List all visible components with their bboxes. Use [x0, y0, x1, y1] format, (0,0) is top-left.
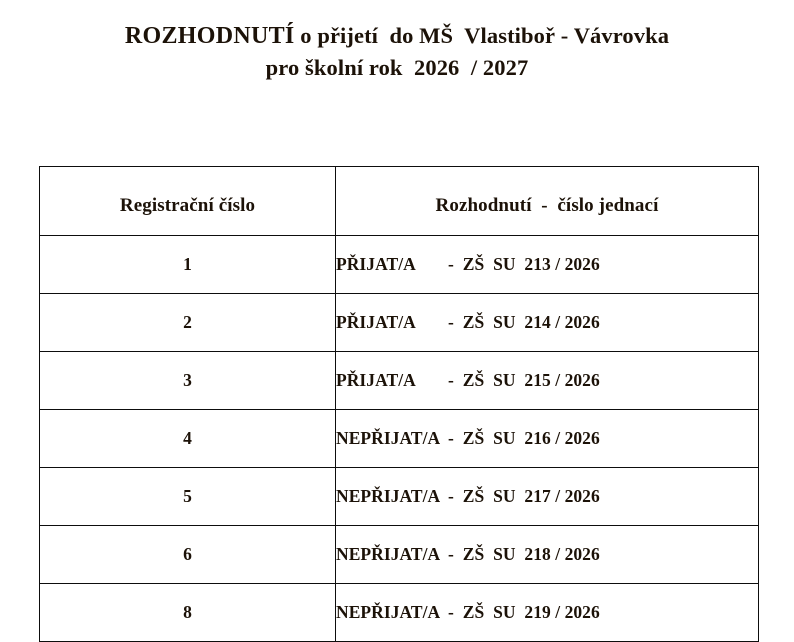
cell-decision	[336, 410, 759, 468]
cell-registration-number: 3	[40, 352, 336, 410]
cell-decision	[336, 584, 759, 642]
cell-decision	[336, 236, 759, 294]
page-title-line-1	[0, 22, 794, 51]
cell-decision	[336, 352, 759, 410]
decision-reference-number: - ZŠ SU 216 / 2026	[448, 428, 600, 448]
cell-decision	[336, 468, 759, 526]
table-row	[40, 468, 759, 526]
page-title-line-2: pro školní rok 2026 / 2027	[265, 55, 529, 81]
decision-verdict: PŘIJAT/A	[336, 370, 416, 390]
cell-decision	[336, 294, 759, 352]
page-title-subject: o přijetí do MŠ Vlastiboř - Vávrovka	[294, 23, 670, 48]
cell-registration-number: 6	[40, 526, 336, 584]
decision-reference-number: - ZŠ SU 213 / 2026	[448, 254, 600, 274]
table-header	[40, 167, 759, 236]
decision-reference-number: - ZŠ SU 215 / 2026	[448, 370, 600, 390]
column-header-registration: Registrační číslo	[40, 167, 336, 236]
table-row	[40, 584, 759, 642]
cell-decision	[336, 526, 759, 584]
cell-registration-number: 5	[40, 468, 336, 526]
table-row	[40, 526, 759, 584]
decision-verdict: PŘIJAT/A	[336, 312, 416, 332]
document-title-block	[0, 22, 794, 82]
decision-reference-number: - ZŠ SU 214 / 2026	[448, 312, 600, 332]
cell-registration-number: 8	[40, 584, 336, 642]
table-body	[40, 236, 759, 642]
decision-verdict: PŘIJAT/A	[336, 254, 416, 274]
decision-verdict: NEPŘIJAT/A	[336, 428, 441, 448]
table-header-row	[40, 167, 759, 236]
table-row	[40, 236, 759, 294]
table-row	[40, 352, 759, 410]
table-row	[40, 410, 759, 468]
cell-registration-number: 4	[40, 410, 336, 468]
decision-verdict: NEPŘIJAT/A	[336, 544, 441, 564]
column-header-decision: Rozhodnutí - číslo jednací	[336, 167, 759, 236]
cell-registration-number: 1	[40, 236, 336, 294]
decision-reference-number: - ZŠ SU 218 / 2026	[448, 544, 600, 564]
decision-reference-number: - ZŠ SU 219 / 2026	[448, 602, 600, 622]
decision-verdict: NEPŘIJAT/A	[336, 486, 441, 506]
decision-verdict: NEPŘIJAT/A	[336, 602, 441, 622]
decision-reference-number: - ZŠ SU 217 / 2026	[448, 486, 600, 506]
cell-registration-number: 2	[40, 294, 336, 352]
page-title-keyword: ROZHODNUTÍ	[124, 23, 295, 49]
table-row	[40, 294, 759, 352]
decisions-table	[39, 166, 759, 642]
